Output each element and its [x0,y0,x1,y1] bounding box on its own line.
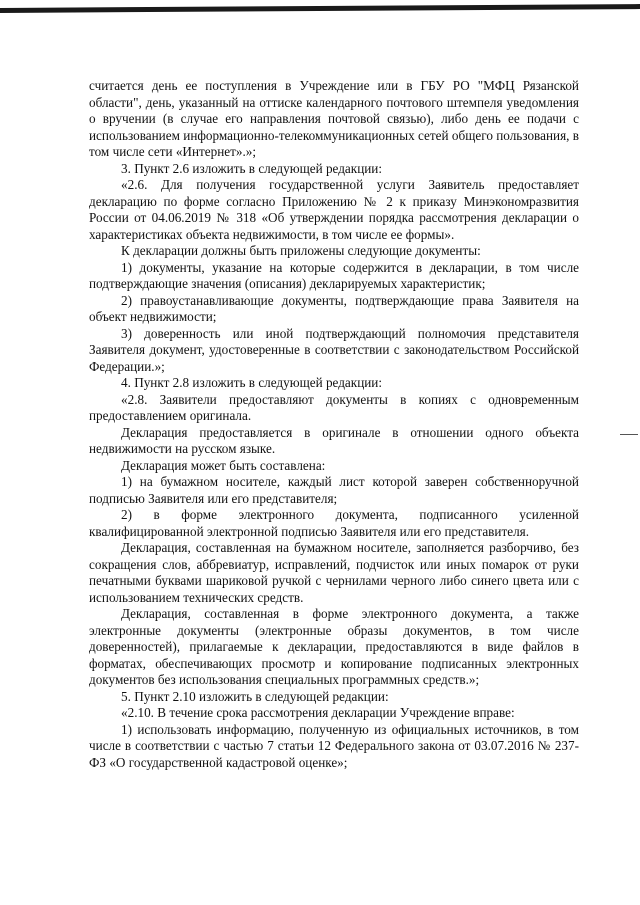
margin-mark [620,434,638,435]
paragraph-2: «2.6. Для получения государственной услуги Заявитель предоставляет декларацию по форме согласно Приложению № 2 к приказу Минэкономразвития России от 04.06.2019 № 318 «Об утверждении порядка рассмотрения декларации о характеристиках объекта недвижимости, в том числе ее формы». [89,177,579,242]
paragraph-0: считается день ее поступления в Учреждение или в ГБУ РО "МФЦ Рязанской области", день, указанный на оттиске календарного почтового штемпеля уведомления о вручении (в случае его направления почтовой связью), либо день ее подачи с использованием информационно-телекоммуникационных сетей общего пользования, в том числе сети «Интернет».»; [89,78,579,159]
paragraph-4: 1) документы, указание на которые содержится в декларации, в том числе подтверждающие значения (описания) декларируемых характеристик; [89,259,579,291]
paragraph-1: 3. Пункт 2.6 изложить в следующей редакции: [121,160,383,176]
paragraph-6: 3) доверенность или иной подтверждающий полномочия представителя Заявителя документ, удостоверенные в соответствии с законодательством Российской Федерации.»; [89,325,579,374]
paragraph-9: Декларация предоставляется в оригинале в отношении одного объекта недвижимости на русском языке. [89,424,579,456]
paragraph-3: К декларации должны быть приложены следующие документы: [121,243,481,258]
paragraph-12: 2) в форме электронного документа, подписанного усиленной квалифицированной электронной подписью Заявителя или его представителя. [89,507,579,539]
paragraph-13: Декларация, составленная на бумажном носителе, заполняется разборчиво, без сокращения слов, аббревиатур, исправлений, подчисток или иных помарок от руки печатными буквами шариковой ручкой с чернилами черного либо синего цвета или с использованием технических средств. [89,540,579,605]
paragraph-15: 5. Пункт 2.10 изложить в следующей редакции: [121,688,389,704]
top-border-line [0,4,640,13]
paragraph-16: «2.10. В течение срока рассмотрения декларации Учреждение вправе: [121,705,515,720]
document-body [89,78,579,771]
paragraph-5: 2) правоустанавливающие документы, подтверждающие права Заявителя на объект недвижимости; [89,292,579,324]
paragraph-10: Декларация может быть составлена: [121,457,326,473]
paragraph-8: «2.8. Заявители предоставляют документы в копиях с одновременным предоставлением оригинала. [89,391,579,423]
paragraph-14: Декларация, составленная в форме электронного документа, а также электронные документы (электронные образы документов, в том числе доверенностей), прилагаемые к декларации, предоставляются в виде файлов в форматах, обеспечивающих просмотр и копирование подписанных электронных документов без использования специальных программных средств.»; [89,606,579,687]
paragraph-7: 4. Пункт 2.8 изложить в следующей редакции: [121,375,383,390]
paragraph-17: 1) использовать информацию, полученную из официальных источников, в том числе в соответствии с частью 7 статьи 12 Федерального закона от 03.07.2016 № 237-ФЗ «О государственной кадастровой оценке»; [89,721,579,770]
paragraph-11: 1) на бумажном носителе, каждый лист которой заверен собственноручной подписью Заявителя или его представителя; [89,474,579,506]
